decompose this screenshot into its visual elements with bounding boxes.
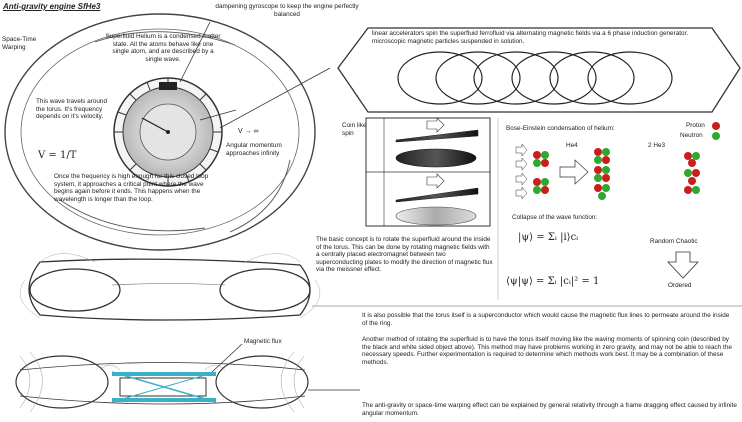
- collapse-title: Collapse of the wave function:: [512, 214, 598, 221]
- helium4-atoms-left: [533, 151, 549, 194]
- random-to-ordered-arrow: [668, 252, 698, 278]
- superconducting-plate-top: [112, 372, 216, 376]
- spacetime-swoosh-bottom: [60, 200, 205, 231]
- neutron-legend-dot: [712, 132, 720, 140]
- dial-center: [166, 130, 170, 134]
- random-chaotic-label: Random Chaotic: [650, 238, 698, 245]
- superconducting-plate-bottom: [112, 398, 216, 402]
- torus-side-view: [29, 259, 310, 320]
- angular-note: Angular momentum approaches infinity: [226, 142, 282, 157]
- gyroscope-note: dampening gyroscope to keep the engine perfectly balanced: [215, 3, 359, 18]
- helium4-stack: [594, 148, 610, 200]
- magnetic-flux-label: Magnetic flux: [244, 338, 282, 345]
- spacetime-swoosh-right: [230, 160, 290, 232]
- magnetic-flux-pointer: [212, 344, 242, 372]
- formula-v-eq-1-over-t: V = 1/T: [38, 150, 77, 161]
- he4-label: He4: [566, 142, 578, 149]
- basic-concept-note: The basic concept is to rotate the superfluid around the inside of the torus. This can be done by rotating magnetic fields with a centrally placed electromagnet between two superconducting plates to modify the direction of magnetic flux via the meissner effect.: [316, 236, 493, 274]
- spacetime-label: Space-Time Warping: [2, 36, 37, 51]
- helium3-stack: [684, 152, 700, 194]
- bec-title: Bose-Einstein condensation of helium:: [506, 125, 615, 132]
- frequency-note: Once the frequency is high enough for this closed loop system, it approaches a critical point where the wave begins again before it ends. This happens when the wavelength is longer than the loop.: [54, 173, 209, 203]
- coin-light-disc: [396, 207, 476, 225]
- norm-formula: ⟨ψ|ψ⟩ = Σᵢ |cᵢ|² = 1: [506, 276, 600, 287]
- coin-spin-label: Coin like spin: [342, 122, 367, 137]
- dial-top-marker: [159, 82, 177, 90]
- linear-accelerator-note: linear accelerators spin the superfluid ferrofluid via alternating magnetic fields via a 6 phase induction generator. microscopic magnetic particles suspended in solution.: [372, 30, 689, 45]
- bec-arrows-left: [516, 144, 527, 199]
- bec-transform-arrow: [560, 160, 588, 184]
- superfluid-note: Superfluid Helium is a condensed matter state. All the atoms behave like one single atom, and are described by a single wave.: [105, 33, 221, 63]
- he3-label: 2 He3: [648, 142, 666, 149]
- coin-dark-disc: [396, 149, 476, 167]
- neutron-label: Neutron: [680, 132, 703, 139]
- wave-note: This wave travels around the torus. It's frequency depends on it's velocity.: [36, 98, 108, 121]
- another-method-note: Another method of rotating the superfluid is to have the torus itself moving like the waving moments of spinning coin (described by the black and white sided object above). This method may have problems working in zero gravity, and may not be able to reach the necessary speeds. Further experimentation is required to determine which methods work best. It may be a combination of these methods.: [362, 336, 732, 366]
- psi-formula: |ψ⟩ = Σᵢ |i⟩cᵢ: [518, 232, 579, 243]
- ordered-label: Ordered: [668, 282, 692, 289]
- proton-label: Proton: [686, 122, 705, 129]
- formula-v-to-infinity: V → ∞: [238, 128, 259, 135]
- page-title: Anti-gravity engine SfHe3: [3, 2, 101, 11]
- antigravity-note: The anti-gravity or space-time warping effect can be explained by general relativity through a frame dragging effect caused by infinite angular momentum.: [362, 402, 737, 417]
- superconductor-note: It is also possible that the torus itself is a superconductor which would cause the magnetic flux lines to permeate around the inside of the ring.: [362, 312, 730, 327]
- proton-legend-dot: [712, 122, 720, 130]
